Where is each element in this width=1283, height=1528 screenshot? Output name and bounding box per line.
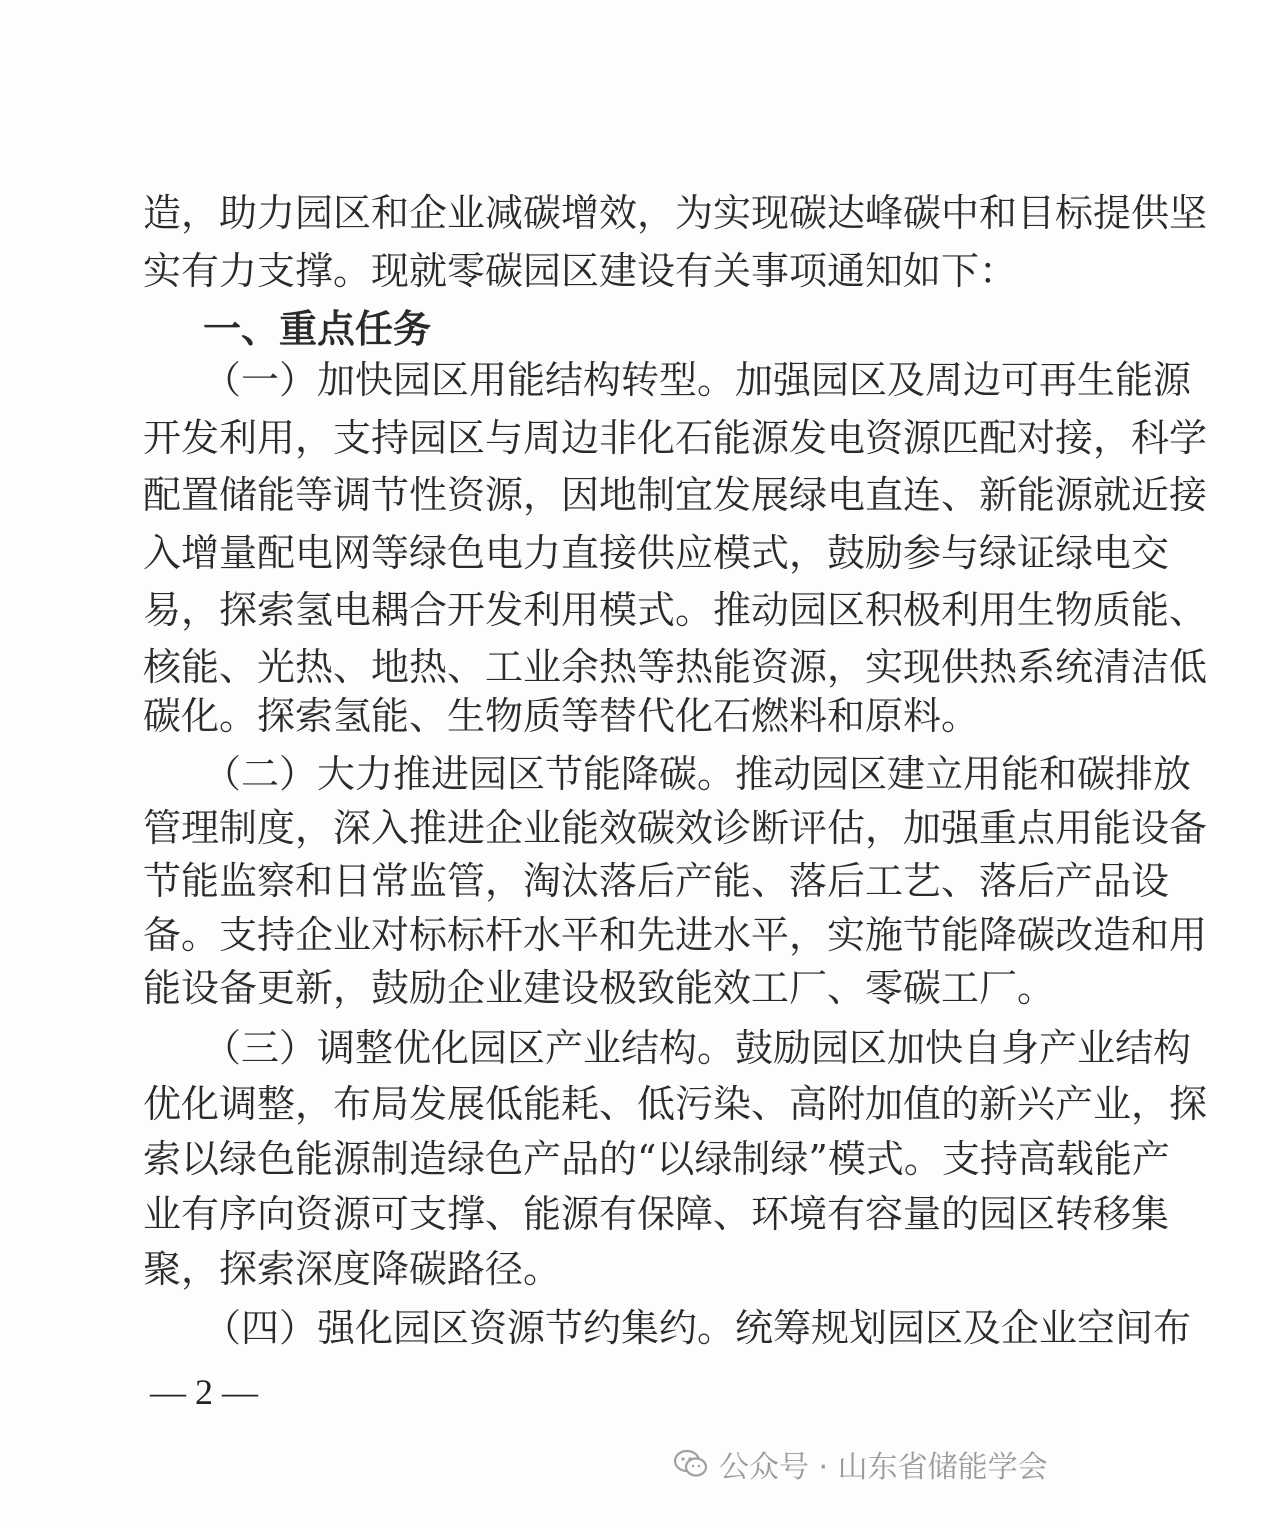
- body-line: 能设备更新，鼓励企业建设极致能效工厂、零碳工厂。: [143, 966, 1056, 1010]
- body-line: 优化调整，布局发展低能耗、低污染、高附加值的新兴产业，探: [143, 1082, 1208, 1126]
- body-line: 核能、光热、地热、工业余热等热能资源，实现供热系统清洁低: [143, 645, 1208, 689]
- body-line: 配置储能等调节性资源，因地制宜发展绿电直连、新能源就近接: [143, 473, 1208, 517]
- body-line: 造，助力园区和企业减碳增效，为实现碳达峰碳中和目标提供坚: [143, 191, 1208, 235]
- body-line: 聚，探索深度降碳路径。: [143, 1247, 562, 1291]
- body-line: 业有序向资源可支撑、能源有保障、环境有容量的园区转移集: [143, 1192, 1170, 1236]
- body-line: 索以绿色能源制造绿色产品的“以绿制绿”模式。支持高载能产: [143, 1137, 1170, 1181]
- body-line: 入增量配电网等绿色电力直接供应模式，鼓励参与绿证绿电交: [143, 531, 1170, 575]
- body-line: （一）加快园区用能结构转型。加强园区及周边可再生能源: [203, 358, 1192, 402]
- body-line: 实有力支撑。现就零碳园区建设有关事项通知如下：: [143, 249, 1018, 293]
- body-line: 管理制度，深入推进企业能效碳效诊断评估，加强重点用能设备: [143, 806, 1208, 850]
- body-line: 节能监察和日常监管，淘汰落后产能、落后工艺、落后产品设: [143, 859, 1170, 903]
- watermark-text: 公众号 · 山东省储能学会: [719, 1450, 1048, 1485]
- wechat-watermark: [673, 1436, 1048, 1492]
- body-line: （四）强化园区资源节约集约。统筹规划园区及企业空间布: [203, 1306, 1192, 1350]
- body-line: （二）大力推进园区节能降碳。推动园区建立用能和碳排放: [203, 752, 1192, 796]
- body-line: 易，探索氢电耦合开发利用模式。推动园区积极利用生物质能、: [143, 588, 1208, 632]
- body-line: 碳化。探索氢能、生物质等替代化石燃料和原料。: [143, 694, 980, 738]
- wechat-icon: [673, 1449, 709, 1479]
- body-line: （三）调整优化园区产业结构。鼓励园区加快自身产业结构: [203, 1026, 1192, 1070]
- body-line: 备。支持企业对标标杆水平和先进水平，实施节能降碳改造和用: [143, 913, 1208, 957]
- body-line: 开发利用，支持园区与周边非化石能源发电资源匹配对接，科学: [143, 416, 1208, 460]
- section-heading: 一、重点任务: [203, 307, 432, 351]
- page-number: — 2 —: [150, 1372, 258, 1412]
